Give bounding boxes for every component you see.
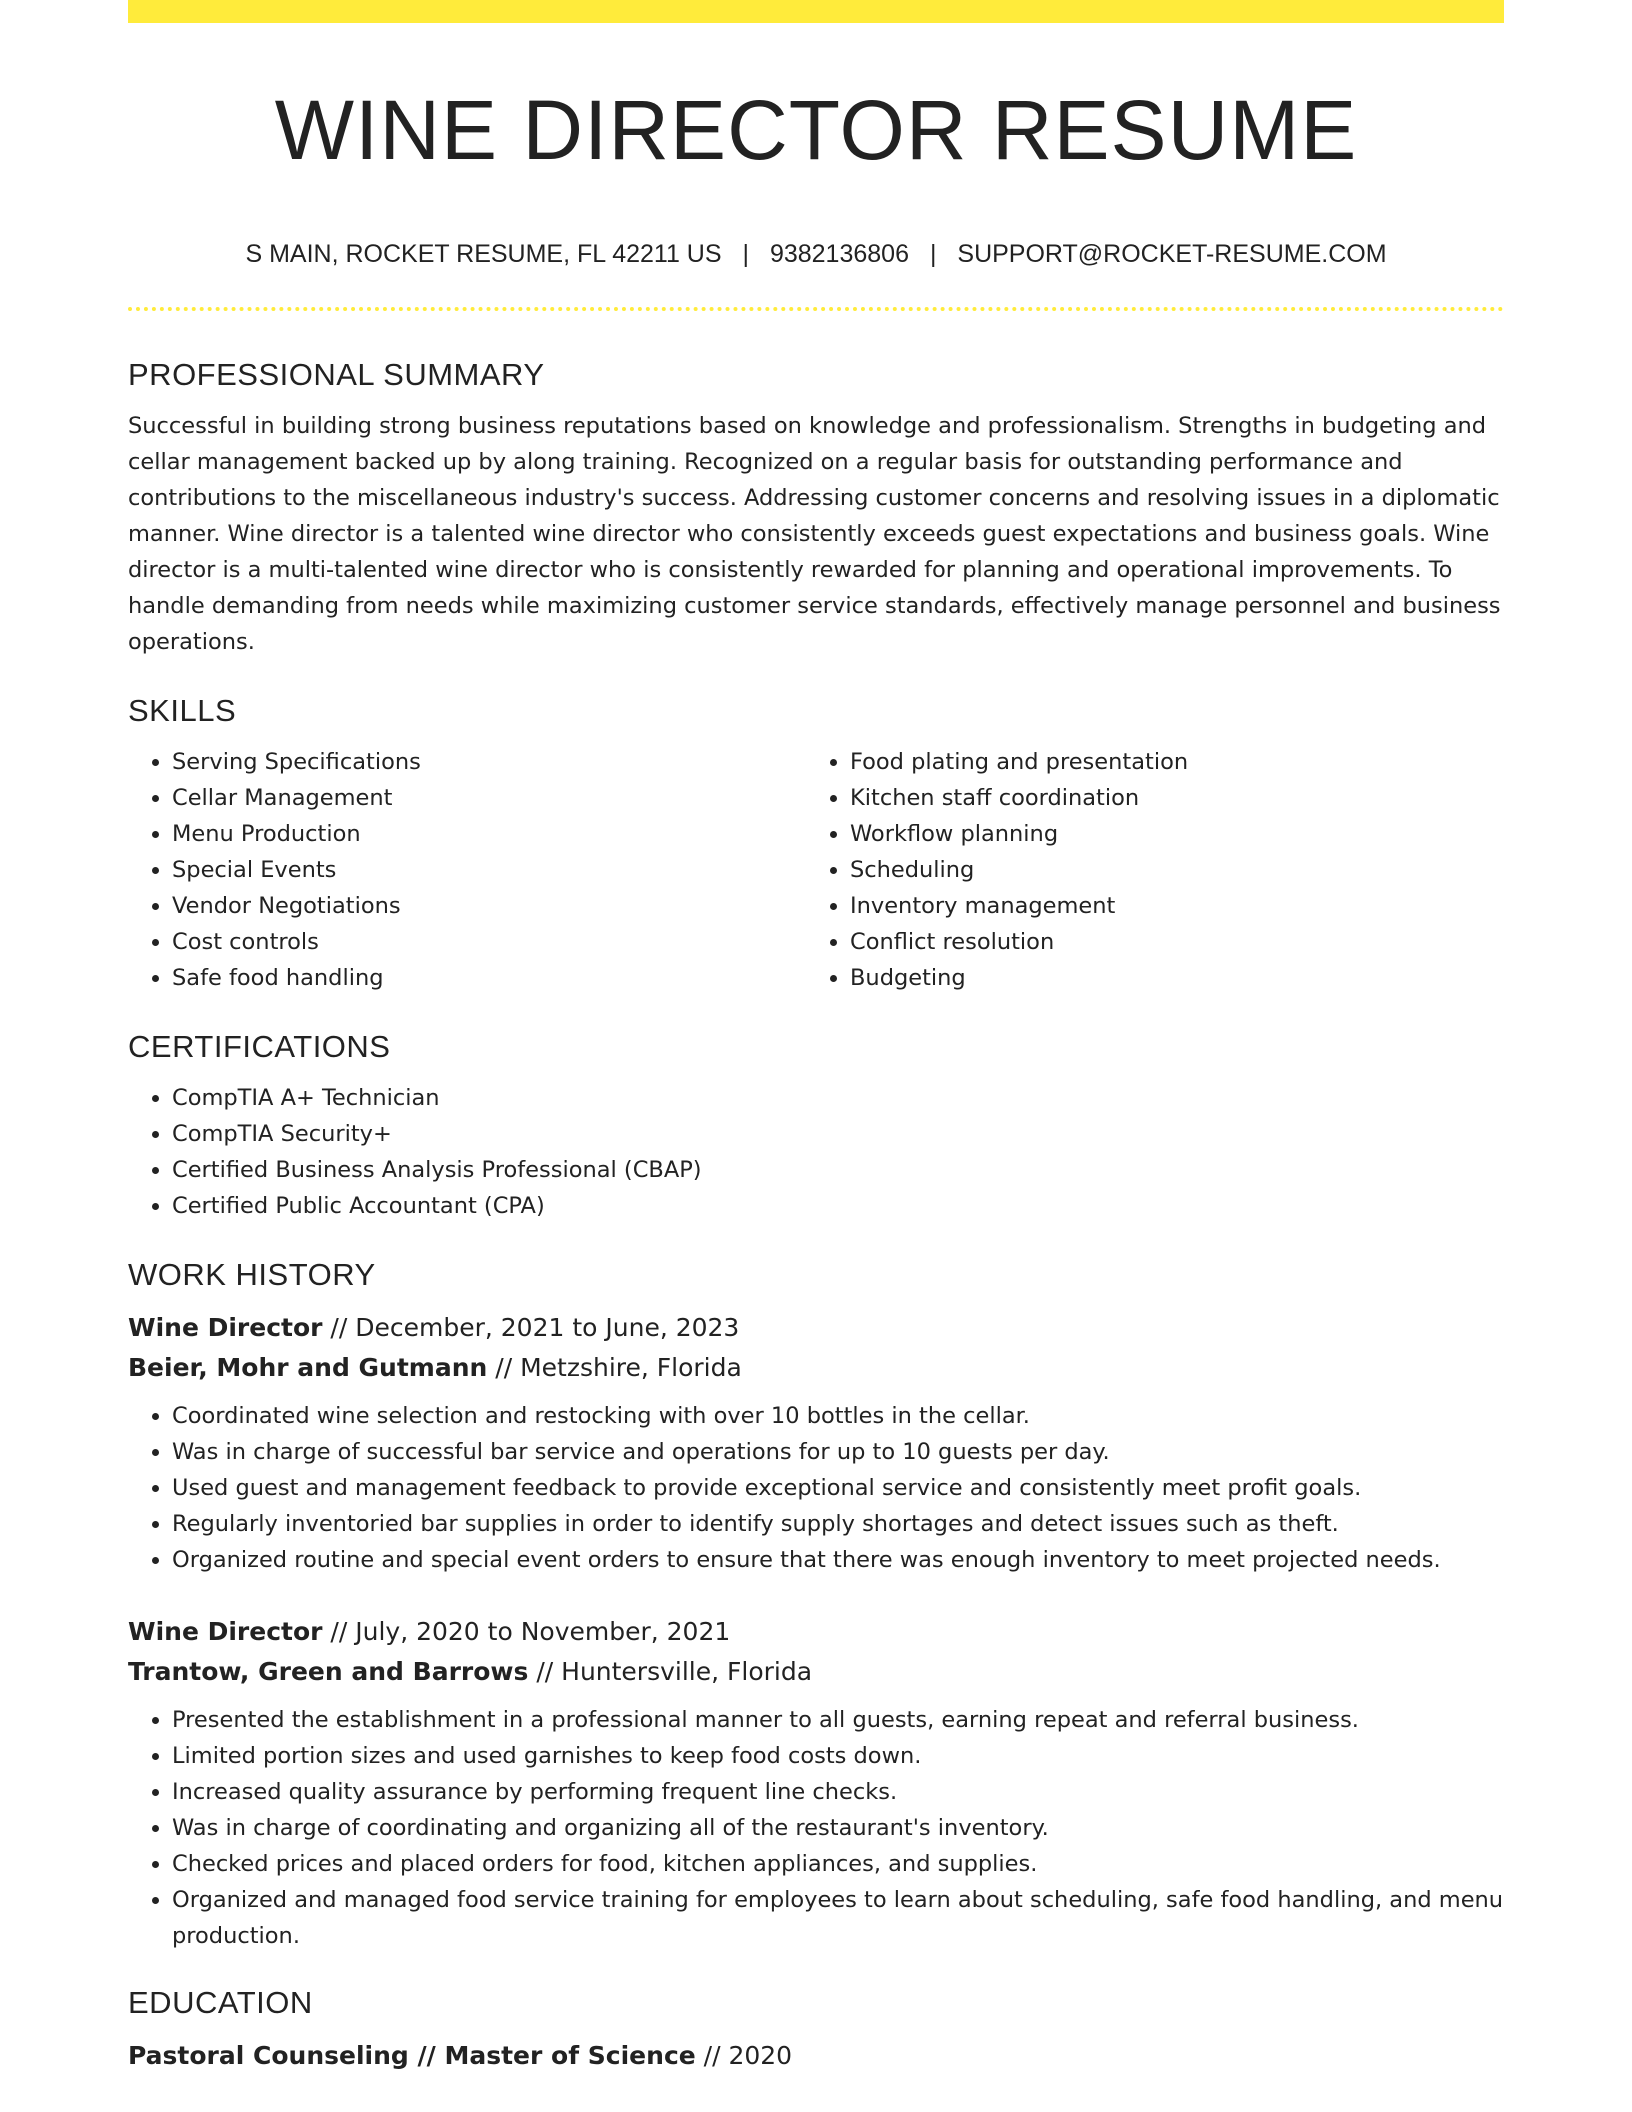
skill-item: • Safe food handling — [172, 960, 806, 996]
skill-item: • Vendor Negotiations — [172, 888, 806, 924]
education-section — [128, 1980, 1504, 2076]
contact-phone: 9382136806 — [769, 240, 909, 268]
job-dates: December, 2021 to June, 2023 — [355, 1313, 740, 1342]
job-company-line — [128, 1348, 1504, 1388]
job-bullet: • Was in charge of coordinating and organizing all of the restaurant's inventory. — [172, 1810, 1504, 1846]
job-bullet: • Organized routine and special event orders to ensure that there was enough inventory to meet projected needs. — [172, 1542, 1504, 1578]
job-bullet: • Coordinated wine selection and restocking with over 10 bottles in the cellar. — [172, 1398, 1504, 1434]
work-history-heading: WORK HISTORY — [128, 1257, 376, 1292]
certification-item: • CompTIA A+ Technician — [172, 1080, 1504, 1116]
skill-item: • Scheduling — [850, 852, 1484, 888]
job-title: Wine Director — [128, 1313, 323, 1342]
resume-page — [128, 0, 1504, 2112]
certifications-section — [128, 1024, 1504, 1224]
skills-right-list — [806, 744, 1484, 996]
certification-item: • Certified Public Accountant (CPA) — [172, 1188, 1504, 1224]
summary-heading: PROFESSIONAL SUMMARY — [128, 357, 545, 392]
certifications-list — [128, 1080, 1504, 1224]
field-separator: // — [322, 1313, 356, 1342]
job-company-line — [128, 1652, 1504, 1692]
job-dates: July, 2020 to November, 2021 — [355, 1617, 731, 1646]
top-accent-bar — [128, 0, 1504, 23]
field-separator: // — [408, 2041, 445, 2070]
job-bullet: • Limited portion sizes and used garnishes to keep food costs down. — [172, 1738, 1504, 1774]
contact-address: S MAIN, ROCKET RESUME, FL 42211 US — [245, 240, 722, 268]
job-title-line — [128, 1308, 1504, 1348]
skill-item: • Serving Specifications — [172, 744, 806, 780]
education-entry — [128, 2036, 1504, 2076]
education-degree: Master of Science — [444, 2041, 696, 2070]
field-separator: // — [322, 1617, 356, 1646]
job-bullet: • Increased quality assurance by performing frequent line checks. — [172, 1774, 1504, 1810]
job-title: Wine Director — [128, 1617, 323, 1646]
education-heading: EDUCATION — [128, 1985, 313, 2020]
skill-item: • Conflict resolution — [850, 924, 1484, 960]
skills-left-list — [128, 744, 806, 996]
work-history-section — [128, 1252, 1504, 1954]
skill-item: • Kitchen staff coordination — [850, 780, 1484, 816]
skill-item: • Menu Production — [172, 816, 806, 852]
job-title-line — [128, 1612, 1504, 1652]
education-year: 2020 — [728, 2041, 793, 2070]
skill-item: • Food plating and presentation — [850, 744, 1484, 780]
skills-columns — [128, 744, 1504, 996]
job-bullets — [128, 1702, 1504, 1954]
contact-separator: | — [929, 240, 937, 268]
certification-item: • Certified Business Analysis Professional (CBAP) — [172, 1152, 1504, 1188]
field-separator: // — [487, 1353, 521, 1382]
skill-item: • Special Events — [172, 852, 806, 888]
education-field: Pastoral Counseling — [128, 2041, 409, 2070]
contact-line — [128, 237, 1504, 271]
certification-item: • CompTIA Security+ — [172, 1116, 1504, 1152]
certifications-heading: CERTIFICATIONS — [128, 1029, 391, 1064]
skills-heading: SKILLS — [128, 693, 237, 728]
skill-item: • Budgeting — [850, 960, 1484, 996]
skill-item: • Cellar Management — [172, 780, 806, 816]
job-bullet: • Was in charge of successful bar service and operations for up to 10 guests per day. — [172, 1434, 1504, 1470]
job-company: Trantow, Green and Barrows — [128, 1657, 529, 1686]
job-entry — [128, 1612, 1504, 1954]
resume-content — [128, 352, 1504, 2076]
skill-item: • Cost controls — [172, 924, 806, 960]
job-company: Beier, Mohr and Gutmann — [128, 1353, 488, 1382]
contact-separator: | — [742, 240, 749, 268]
summary-text: Successful in building strong business reputations based on knowledge and professionalism. Strengths in budgeting and cellar management backed up by along training. Recognized on a regular basis for outstanding performance and contributions to the miscellaneous industry's success. Addressing customer concerns and resolving issues in a diplomatic manner. Wine director is a talented wine director who consistently exceeds guest expectations and business goals. Wine director is a multi-talented wine director who is consistently rewarded for planning and operational improvements. To handle demanding from needs while maximizing customer service standards, effectively manage personnel and business operations. — [128, 413, 1501, 655]
field-separator: // — [695, 2041, 729, 2070]
field-separator: // — [528, 1657, 562, 1686]
header-divider — [128, 307, 1504, 311]
job-bullet: • Presented the establishment in a professional manner to all guests, earning repeat and referral business. — [172, 1702, 1504, 1738]
job-location: Metzshire, Florida — [520, 1353, 742, 1382]
page-title: WINE DIRECTOR RESUME — [274, 83, 1358, 177]
job-bullet: • Checked prices and placed orders for food, kitchen appliances, and supplies. — [172, 1846, 1504, 1882]
skill-item: • Inventory management — [850, 888, 1484, 924]
skills-section — [128, 688, 1504, 996]
job-bullet: • Used guest and management feedback to provide exceptional service and consistently meet profit goals. — [172, 1470, 1504, 1506]
job-bullet: • Regularly inventoried bar supplies in order to identify supply shortages and detect issues such as theft. — [172, 1506, 1504, 1542]
summary-section — [128, 352, 1504, 660]
skill-item: • Workflow planning — [850, 816, 1484, 852]
job-bullet: • Organized and managed food service training for employees to learn about scheduling, safe food handling, and menu production. — [172, 1882, 1504, 1954]
job-bullets — [128, 1398, 1504, 1578]
contact-email: SUPPORT@ROCKET-RESUME.COM — [957, 240, 1387, 268]
job-location: Huntersville, Florida — [561, 1657, 813, 1686]
job-entry — [128, 1308, 1504, 1578]
